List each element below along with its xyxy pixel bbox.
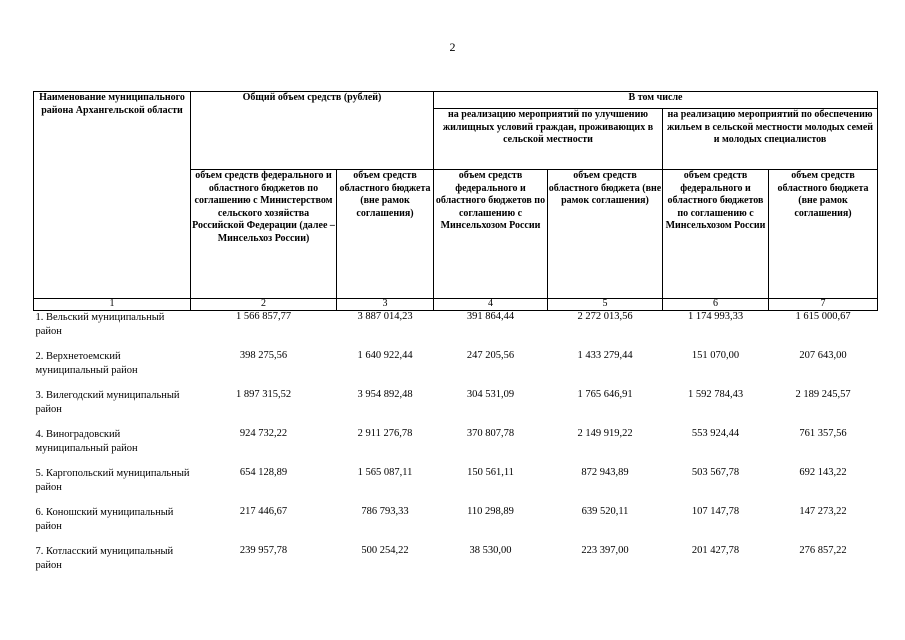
cell-youth-regional: 1 615 000,67 bbox=[795, 311, 851, 322]
header-col5: объем средств областного бюджета (вне рамок соглашения) bbox=[548, 170, 663, 299]
table-row bbox=[34, 506, 878, 545]
cell-housing-regional: 872 943,89 bbox=[581, 467, 629, 478]
cell-youth-regional: 147 273,22 bbox=[799, 506, 847, 517]
page-number: 2 bbox=[449, 40, 456, 54]
cell-youth-regional: 2 189 245,57 bbox=[795, 389, 851, 400]
table-row bbox=[34, 428, 878, 467]
allocation-table bbox=[33, 91, 878, 584]
cell-housing-regional: 639 520,11 bbox=[581, 506, 629, 517]
header-col7: объем средств областного бюджета (вне рамок соглашения) bbox=[769, 170, 878, 299]
column-number: 6 bbox=[663, 299, 769, 311]
header-total-amount: Общий объем средств (рублей) bbox=[191, 92, 434, 170]
district-name: 7. Котласский муниципальный район bbox=[35, 546, 174, 571]
cell-housing-federal: 391 864,44 bbox=[466, 311, 515, 322]
district-name: 3. Вилегодский муниципальный район bbox=[35, 390, 180, 415]
cell-total-regional: 1 565 087,11 bbox=[357, 467, 413, 478]
cell-housing-regional: 1 765 646,91 bbox=[577, 389, 633, 400]
cell-youth-regional: 207 643,00 bbox=[799, 350, 847, 361]
cell-total-regional: 2 911 276,78 bbox=[357, 428, 413, 439]
cell-housing-federal: 150 561,11 bbox=[467, 467, 514, 478]
cell-total-federal: 398 275,56 bbox=[239, 350, 288, 361]
cell-total-federal: 239 957,78 bbox=[239, 545, 288, 556]
column-number: 7 bbox=[769, 299, 878, 311]
table-row bbox=[34, 467, 878, 506]
table-row bbox=[34, 311, 878, 351]
district-name: 6. Коношский муниципальный район bbox=[35, 507, 174, 532]
cell-total-federal: 654 128,89 bbox=[239, 467, 288, 478]
column-number: 2 bbox=[191, 299, 337, 311]
district-name: 4. Виноградовский муниципальный район bbox=[35, 429, 138, 454]
cell-total-regional: 500 254,22 bbox=[361, 545, 409, 556]
column-number: 1 bbox=[34, 299, 191, 311]
cell-youth-federal: 1 174 993,33 bbox=[687, 311, 744, 322]
header-col2: объем средств федерального и областного бюджетов по соглашению с Министерством сельского хозяйства Российской Федерации (далее – Минсельхоз России) bbox=[191, 170, 337, 299]
cell-youth-federal: 151 070,00 bbox=[691, 350, 740, 361]
cell-housing-federal: 110 298,89 bbox=[467, 506, 514, 517]
table-row bbox=[34, 350, 878, 389]
cell-total-regional: 1 640 922,44 bbox=[357, 350, 413, 361]
header-including: В том числе bbox=[434, 92, 878, 109]
district-name: 5. Каргопольский муниципальный район bbox=[35, 468, 190, 493]
cell-youth-federal: 1 592 784,43 bbox=[687, 389, 744, 400]
cell-housing-regional: 2 149 919,22 bbox=[577, 428, 633, 439]
cell-total-federal: 924 732,22 bbox=[239, 428, 288, 439]
cell-youth-federal: 503 567,78 bbox=[691, 467, 740, 478]
column-number: 4 bbox=[434, 299, 548, 311]
cell-total-federal: 1 897 315,52 bbox=[235, 389, 292, 400]
header-col3: объем средств областного бюджета (вне рамок соглашения) bbox=[337, 170, 434, 299]
district-name: 2. Верхнетоемский муниципальный район bbox=[35, 351, 138, 376]
header-district-name: Наименование муниципального района Архангельской области bbox=[34, 92, 191, 299]
district-name: 1. Вельский муниципальный район bbox=[35, 312, 165, 337]
cell-housing-federal: 370 807,78 bbox=[466, 428, 515, 439]
cell-total-federal: 1 566 857,77 bbox=[235, 311, 292, 322]
cell-housing-federal: 304 531,09 bbox=[466, 389, 515, 400]
header-housing-program: на реализацию мероприятий по улучшению жилищных условий граждан, проживающих в сельской местности bbox=[434, 109, 663, 170]
cell-youth-regional: 692 143,22 bbox=[799, 467, 847, 478]
header-youth-housing-program: на реализацию мероприятий по обеспечению жильем в сельской местности молодых семей и молодых специалистов bbox=[663, 109, 878, 170]
header-col6: объем средств федерального и областного бюджетов по соглашению с Минсельхозом России bbox=[663, 170, 769, 299]
cell-housing-regional: 223 397,00 bbox=[581, 545, 629, 556]
column-number: 3 bbox=[337, 299, 434, 311]
cell-housing-federal: 38 530,00 bbox=[469, 545, 512, 556]
table-row bbox=[34, 545, 878, 584]
cell-total-federal: 217 446,67 bbox=[239, 506, 288, 517]
cell-youth-federal: 107 147,78 bbox=[691, 506, 740, 517]
cell-youth-regional: 761 357,56 bbox=[799, 428, 847, 439]
cell-housing-federal: 247 205,56 bbox=[466, 350, 515, 361]
cell-total-regional: 786 793,33 bbox=[361, 506, 409, 517]
table-row bbox=[34, 389, 878, 428]
cell-youth-federal: 553 924,44 bbox=[691, 428, 740, 439]
cell-housing-regional: 2 272 013,56 bbox=[577, 311, 633, 322]
cell-housing-regional: 1 433 279,44 bbox=[577, 350, 633, 361]
header-col4: объем средств федерального и областного бюджетов по соглашению с Минсельхозом России bbox=[434, 170, 548, 299]
cell-youth-regional: 276 857,22 bbox=[799, 545, 847, 556]
cell-total-regional: 3 887 014,23 bbox=[357, 311, 413, 322]
column-number: 5 bbox=[548, 299, 663, 311]
cell-total-regional: 3 954 892,48 bbox=[357, 389, 413, 400]
cell-youth-federal: 201 427,78 bbox=[691, 545, 740, 556]
